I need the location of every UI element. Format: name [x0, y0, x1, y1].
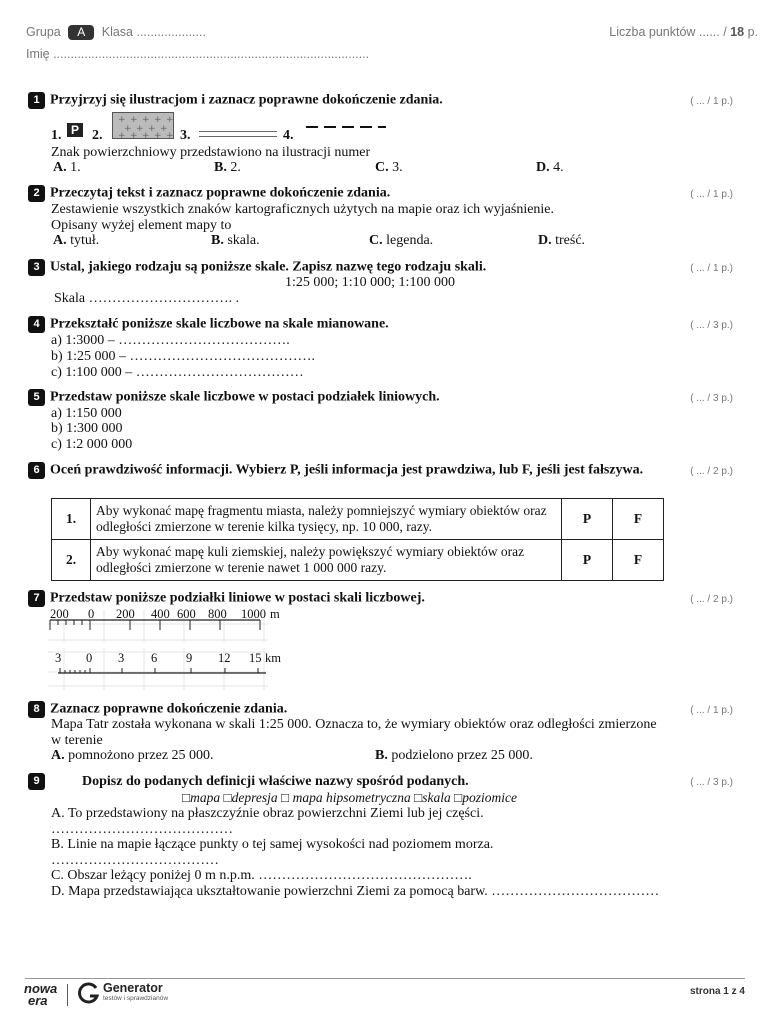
option-text: 3.	[388, 160, 403, 175]
q1-text: Znak powierzchniowy przedstawiono na ilustracji numer	[51, 145, 371, 160]
svg-text:+: +	[124, 124, 132, 134]
q9-line-c[interactable]: C. Obszar leżący poniżej 0 m n.p.m. ……………………………………….	[51, 868, 472, 883]
svg-text:+: +	[130, 115, 138, 125]
scale2-unit: km	[265, 651, 281, 665]
q2-text-1: Zestawienie wszystkich znaków kartograficznych użytych na mapie oraz ich wyjaśnienie.	[51, 202, 555, 217]
row-number: 1.	[52, 499, 91, 540]
group-field	[26, 25, 206, 40]
false-option[interactable]: F	[613, 499, 664, 540]
scale1-tick-label: 0	[88, 607, 95, 621]
q5-line-b: b) 1:300 000	[51, 421, 123, 436]
option-text: podzielono przez 25 000.	[387, 748, 533, 763]
true-option[interactable]: P	[562, 540, 613, 581]
q1-option-c[interactable]	[375, 160, 403, 176]
q1-option-a[interactable]	[53, 160, 81, 176]
q1-option-b[interactable]	[214, 160, 241, 176]
option-text: legenda.	[382, 233, 434, 248]
points-total: 18	[730, 25, 745, 39]
option-letter: B.	[375, 748, 388, 763]
option-letter: A.	[51, 748, 65, 763]
scale2-tick-label: 3	[55, 651, 62, 665]
question-4	[28, 316, 743, 333]
scale1-tick-label: 200	[50, 607, 69, 621]
option-letter: B.	[211, 233, 224, 248]
q1-img-label-4: 4.	[283, 128, 294, 143]
false-option[interactable]: F	[613, 540, 664, 581]
footer-divider	[25, 978, 745, 979]
question-points: ( ... / 2 p.)	[690, 594, 733, 605]
question-title: Dopisz do podanych definicji właściwe nazwy spośród podanych.	[82, 773, 469, 789]
name-field: Imię ...........................................................................................	[26, 47, 370, 61]
scale1-tick-label: 1000	[241, 607, 266, 621]
table-row	[52, 540, 664, 581]
scale1-tick-label: 800	[208, 607, 227, 621]
q9-terms: □mapa □depresja □ mapa hipsometryczna □skala □poziomice	[182, 790, 517, 805]
svg-text:+: +	[160, 124, 168, 134]
svg-text:+: +	[136, 124, 144, 134]
q5-line-a: a) 1:150 000	[51, 406, 122, 421]
points-suffix: p.	[744, 25, 758, 39]
q1-option-d[interactable]	[536, 160, 564, 176]
linear-scale-2	[48, 648, 288, 690]
option-text: 4.	[549, 160, 564, 175]
option-text: treść.	[551, 233, 586, 248]
question-number: 4	[28, 316, 45, 333]
q9-line-b: B. Linie na mapie łączące punkty o tej samej wysokości nad poziomem morza.	[51, 837, 494, 852]
q4-line-c[interactable]: c) 1:100 000 – ………………………………	[51, 365, 304, 380]
question-number: 5	[28, 389, 45, 406]
logo-subtitle: testów i sprawdzianów	[103, 995, 169, 1002]
scale2-tick-label: 6	[151, 651, 158, 665]
svg-text:+: +	[130, 131, 138, 139]
question-7	[28, 590, 743, 607]
q9-answer-b[interactable]: ………………………………	[51, 853, 219, 868]
q8-text-1: Mapa Tatr została wykonana w skali 1:25 000. Oznacza to, że wymiary obiektów oraz odległości zmierzone	[51, 717, 657, 732]
parking-sign-icon: P	[67, 123, 83, 137]
question-points: ( ... / 1 p.)	[690, 189, 733, 200]
group-badge: A	[68, 25, 94, 40]
q5-line-c: c) 1:2 000 000	[51, 437, 133, 452]
option-letter: B.	[214, 160, 227, 175]
q2-option-b[interactable]	[211, 233, 260, 249]
option-text: 1.	[66, 160, 81, 175]
q9-line-d[interactable]: D. Mapa przedstawiająca ukształtowanie powierzchni Ziemi za pomocą barw. ………………………………	[51, 884, 660, 899]
q8-option-b[interactable]	[375, 748, 533, 764]
q4-line-a[interactable]: a) 1:3000 – ……………………………….	[51, 333, 290, 348]
svg-text:+: +	[118, 131, 126, 139]
svg-text:+: +	[154, 131, 162, 139]
question-title: Przyjrzyj się ilustracjom i zaznacz poprawne dokończenie zdania.	[50, 92, 443, 108]
q2-text-2: Opisany wyżej element mapy to	[51, 218, 232, 233]
generator-logo-icon	[77, 982, 101, 1006]
question-points: ( ... / 1 p.)	[690, 263, 733, 274]
question-number: 3	[28, 259, 45, 276]
question-number: 1	[28, 92, 45, 109]
points-label: Liczba punktów ...... /	[609, 25, 731, 39]
logo-separator	[67, 984, 68, 1006]
svg-text:+: +	[142, 115, 150, 125]
q8-option-a[interactable]	[51, 748, 214, 764]
question-3	[28, 259, 743, 276]
page-number: strona 1 z 4	[689, 986, 745, 997]
row-number: 2.	[52, 540, 91, 581]
option-text: 2.	[226, 160, 241, 175]
q2-option-a[interactable]	[53, 233, 99, 249]
question-title: Przedstaw poniższe skale liczbowe w postaci podziałek liniowych.	[50, 389, 440, 405]
area-pattern-icon	[112, 112, 174, 139]
svg-text:+: +	[148, 124, 156, 134]
scale2-tick-label: 0	[86, 651, 93, 665]
option-letter: C.	[369, 233, 383, 248]
question-number: 6	[28, 462, 45, 479]
svg-text:+: +	[118, 115, 126, 125]
question-2	[28, 185, 743, 202]
q3-scales: 1:25 000; 1:10 000; 1:100 000	[285, 275, 455, 290]
q1-img-label-1: 1.	[51, 128, 62, 143]
option-letter: A.	[53, 233, 67, 248]
question-points: ( ... / 1 p.)	[690, 96, 733, 107]
question-9	[28, 773, 743, 790]
scale2-tick-label: 9	[186, 651, 193, 665]
question-5	[28, 389, 743, 406]
true-false-table	[51, 498, 664, 581]
generator-logo	[103, 982, 168, 1002]
option-text: pomnożono przez 25 000.	[64, 748, 214, 763]
row-statement: Aby wykonać mapę fragmentu miasta, należy pomniejszyć wymiary obiektów oraz odległości zmierzone w terenie kilka tysięcy, np. 10 000, razy.	[91, 499, 562, 540]
question-title: Zaznacz poprawne dokończenie zdania.	[50, 701, 288, 717]
question-title: Oceń prawdziwość informacji. Wybierz P, jeśli informacja jest prawdziwa, lub F, jeśli jest fałszywa.	[50, 462, 644, 478]
svg-text:+: +	[142, 131, 150, 139]
option-letter: D.	[538, 233, 552, 248]
dashed-line-icon	[306, 124, 386, 130]
q3-answer-line[interactable]: Skala …………………………. .	[54, 291, 240, 306]
logo-title: Generator	[103, 981, 163, 995]
q2-option-c[interactable]	[369, 233, 433, 249]
double-line-icon	[199, 130, 277, 138]
q9-answer-a[interactable]: …………………………………	[51, 822, 233, 837]
q1-img-label-2: 2.	[92, 128, 103, 143]
question-number: 7	[28, 590, 45, 607]
scale2-tick-label: 12	[218, 651, 231, 665]
option-letter: C.	[375, 160, 389, 175]
scale1-tick-label: 400	[151, 607, 170, 621]
scale1-tick-label: 200	[116, 607, 135, 621]
linear-scale-1	[48, 606, 288, 642]
scale2-tick-label: 3	[118, 651, 125, 665]
scale2-tick-label: 15	[249, 651, 262, 665]
question-8	[28, 701, 743, 718]
question-points: ( ... / 3 p.)	[690, 777, 733, 788]
group-label: Grupa	[26, 25, 61, 39]
q2-option-d[interactable]	[538, 233, 585, 249]
question-6	[28, 462, 743, 479]
q1-img-label-3: 3.	[180, 128, 191, 143]
q8-text-2: w terenie	[51, 733, 103, 748]
question-number: 9	[28, 773, 45, 790]
table-row	[52, 499, 664, 540]
question-title: Ustal, jakiego rodzaju są poniższe skale. Zapisz nazwę tego rodzaju skali.	[50, 259, 487, 275]
logo-text-top: nowa	[24, 981, 58, 996]
svg-text:+: +	[166, 115, 174, 125]
option-letter: D.	[536, 160, 550, 175]
class-label: Klasa ....................	[101, 25, 206, 39]
nowa-era-logo	[24, 983, 57, 1007]
question-points: ( ... / 3 p.)	[690, 320, 733, 331]
row-statement: Aby wykonać mapę kuli ziemskiej, należy powiększyć wymiary obiektów oraz odległości zmierzone w terenie nawet 1 000 000 razy.	[91, 540, 562, 581]
points-field	[609, 25, 758, 39]
question-points: ( ... / 3 p.)	[690, 393, 733, 404]
question-points: ( ... / 1 p.)	[690, 705, 733, 716]
q9-line-a: A. To przedstawiony na płaszczyźnie obraz powierzchni Ziemi lub jej części.	[51, 806, 484, 821]
option-letter: A.	[53, 160, 67, 175]
question-points: ( ... / 2 p.)	[690, 466, 733, 477]
svg-text:+: +	[154, 115, 162, 125]
question-title: Przekształć poniższe skale liczbowe na skale mianowane.	[50, 316, 389, 332]
question-number: 8	[28, 701, 45, 718]
logo-text-bottom: era	[28, 993, 48, 1008]
true-option[interactable]: P	[562, 499, 613, 540]
q4-line-b[interactable]: b) 1:25 000 – ………………………………….	[51, 349, 316, 364]
option-text: skala.	[223, 233, 260, 248]
question-title: Przedstaw poniższe podziałki liniowe w postaci skali liczbowej.	[50, 590, 425, 606]
scale1-tick-label: 600	[177, 607, 196, 621]
scale1-unit: m	[270, 607, 280, 621]
question-title: Przeczytaj tekst i zaznacz poprawne dokończenie zdania.	[50, 185, 391, 201]
question-number: 2	[28, 185, 45, 202]
option-text: tytuł.	[66, 233, 100, 248]
svg-text:+: +	[166, 131, 174, 139]
